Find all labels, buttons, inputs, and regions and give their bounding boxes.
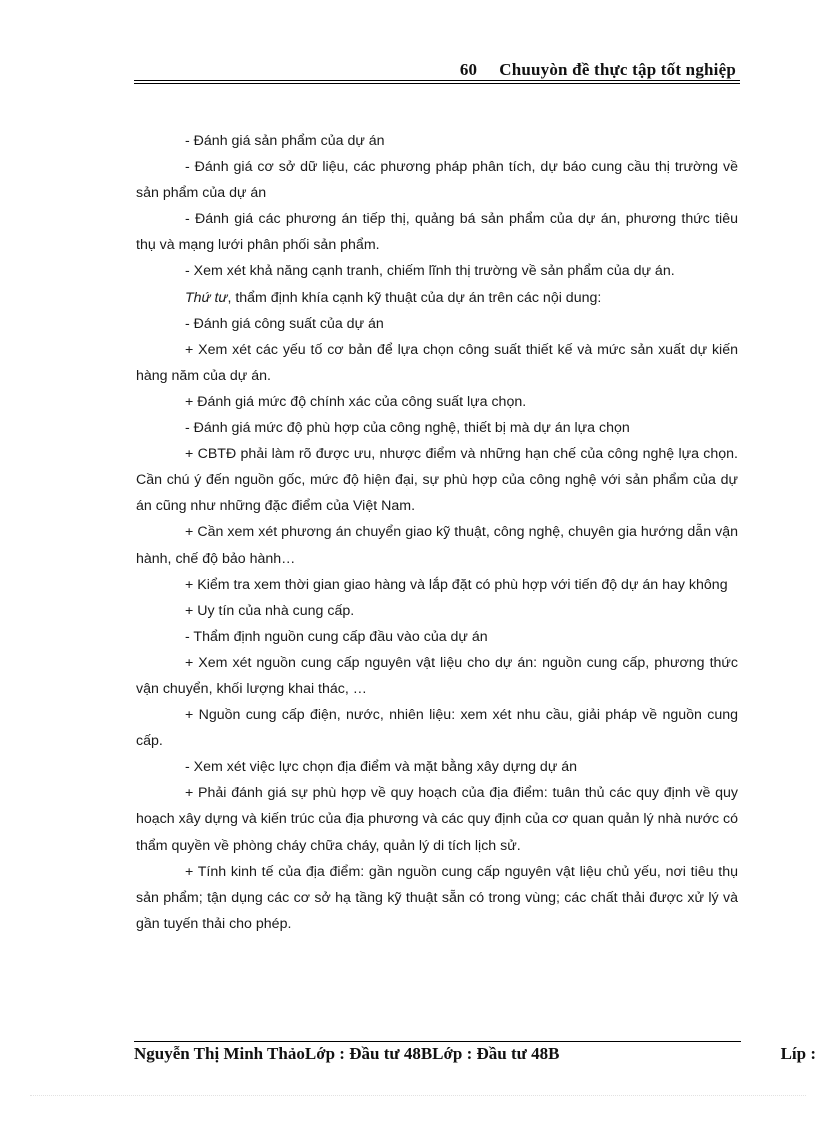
paragraph: - Đánh giá mức độ phù hợp của công nghệ, thiết bị mà dự án lựa chọn xyxy=(185,420,630,437)
header-rule-thin xyxy=(134,83,740,84)
paragraph: - Đánh giá các phương án tiếp thị, quảng bá sản phẩm của dự án, phương thức tiêu thụ và mạng lưới phân phối sản phẩm. xyxy=(136,211,738,254)
footer-rule xyxy=(134,1041,741,1042)
paragraph: + Đánh giá mức độ chính xác của công suất lựa chọn. xyxy=(185,393,527,410)
paragraph: + Nguồn cung cấp điện, nước, nhiên liệu: xem xét nhu cầu, giải pháp về nguồn cung cấp. xyxy=(136,707,738,750)
paragraph: + Xem xét nguồn cung cấp nguyên vật liệu cho dự án: nguồn cung cấp, phương thức vận chuyển, khối lượng khai thác, … xyxy=(136,654,738,697)
paragraph: + Phải đánh giá sự phù hợp về quy hoạch của địa điểm: tuân thủ các quy định về quy hoạch xây dựng và kiến trúc của địa phương và các quy định của cơ quan quản lý nhà nước có thẩm quyền về phòng cháy chữa cháy, quản lý di tích lịch sử. xyxy=(136,785,738,854)
paragraph: + Uy tín của nhà cung cấp. xyxy=(185,602,355,619)
page-bottom-border xyxy=(30,1095,806,1096)
paragraph: - Đánh giá công suất của dự án xyxy=(185,315,384,332)
footer-author-class: Nguyễn Thị Minh ThảoLớp : Đầu tư 48BLớp : Đầu tư 48B xyxy=(134,1044,560,1063)
paragraph: - Xem xét việc lực chọn địa điểm và mặt bằng xây dựng dự án xyxy=(185,759,578,776)
paragraph: + Xem xét các yếu tố cơ bản để lựa chọn công suất thiết kế và mức sản xuất dự kiến hàng năm của dự án. xyxy=(136,341,738,384)
page-number: 60 xyxy=(459,60,478,79)
emphasis-text: Thứ tư xyxy=(185,289,228,306)
paragraph: + Cần xem xét phương án chuyển giao kỹ thuật, công nghệ, chuyên gia hướng dẫn vận hành, chế độ bảo hành… xyxy=(136,524,738,567)
document-body xyxy=(136,128,738,937)
document-title: Chuuyòn đề thực tập tốt nghiệp xyxy=(499,60,736,79)
header-line xyxy=(460,60,736,80)
paragraph: - Đánh giá cơ sở dữ liệu, các phương pháp phân tích, dự báo cung cầu thị trường về sản phẩm của dự án xyxy=(136,159,738,202)
paragraph: - Thẩm định nguồn cung cấp đầu vào của dự án xyxy=(185,628,488,645)
paragraph-text: , thẩm định khía cạnh kỹ thuật của dự án trên các nội dung: xyxy=(227,289,602,306)
paragraph: - Xem xét khả năng cạnh tranh, chiếm lĩnh thị trường về sản phẩm của dự án. xyxy=(185,263,675,280)
paragraph: - Đánh giá sản phẩm của dự án xyxy=(185,133,385,149)
page-footer xyxy=(134,1036,816,1076)
footer-class-label: Líp : xyxy=(780,1044,816,1063)
paragraph xyxy=(136,285,738,311)
page-header xyxy=(134,56,740,84)
paragraph: + Kiểm tra xem thời gian giao hàng và lắp đặt có phù hợp với tiến độ dự án hay không xyxy=(185,576,728,593)
paragraph: + CBTĐ phải làm rõ được ưu, nhược điểm và những hạn chế của công nghệ lựa chọn. Cần chú ý đến nguồn gốc, mức độ hiện đại, sự phù hợp của công nghệ với sản phẩm của dự án cũng như những đặc điểm của Việt Nam. xyxy=(136,446,738,515)
paragraph: + Tính kinh tế của địa điểm: gần nguồn cung cấp nguyên vật liệu chủ yếu, nơi tiêu thụ sản phẩm; tận dụng các cơ sở hạ tầng kỹ thuật sẵn có trong vùng; các chất thải được xử lý và gần tuyến thải cho phép. xyxy=(136,863,738,932)
header-rule xyxy=(134,80,740,81)
